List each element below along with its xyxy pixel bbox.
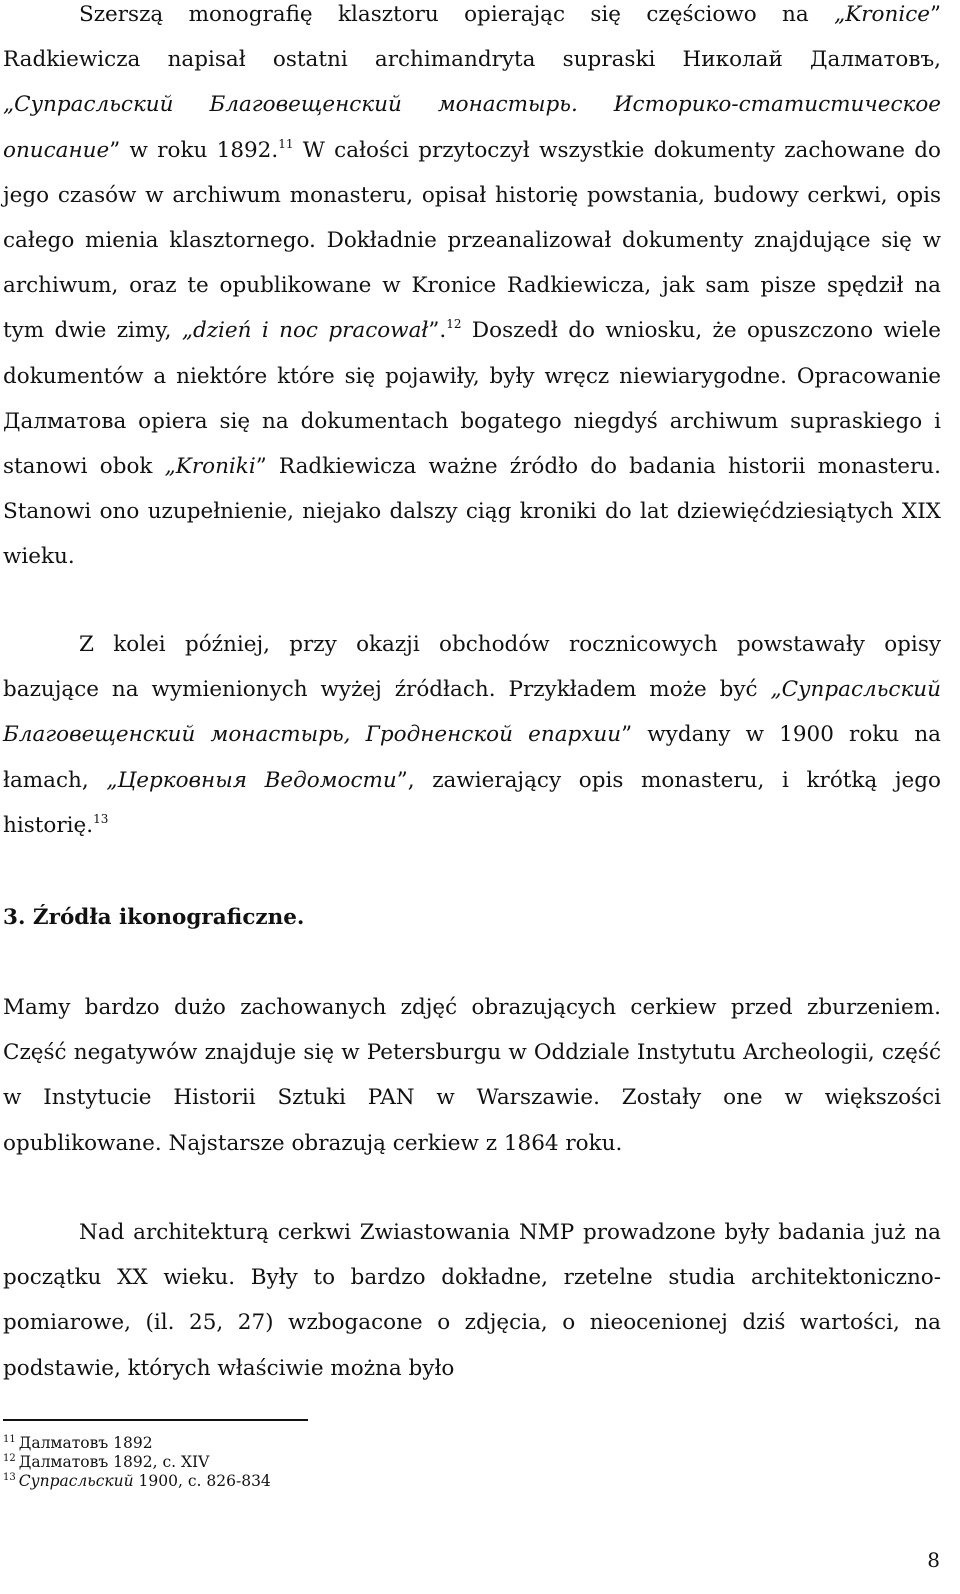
page-number: 8 xyxy=(927,1548,940,1572)
paragraph-anniversary: Z kolei później, przy okazji obchodów rocznicowych powstawały opisy bazujące na wymienionych wyżej źródłach. Przykładem może być „Супрасльский Благовещенский монастырь, Гродненской епархии” wydany w 1900 roku na łamach, „Церковныя Ведомости”, zawierający opis monasteru, i krótką jego historię.$^{13}$ xyxy=(3,632,941,838)
footnote-12 xyxy=(3,1453,271,1472)
footnote-ref: 13 xyxy=(93,811,109,826)
section-heading: 3. Źródła ikonograficzne. xyxy=(3,905,305,930)
text-run: Doszedł do wniosku, że opuszczono wiele dokumentów a niektóre które się pojawiły, były wręcz niewiarygodne. Opracowanie Далматова opiera się na dokumentach bogatego niegdyś archiwum supraskiego i stanowi obok xyxy=(3,318,941,480)
italic-title-kronice: „Kronice xyxy=(834,2,930,27)
footnote-number: 11 xyxy=(3,1434,16,1445)
footnote-ref: 12 xyxy=(446,317,462,332)
footnote-italic-title: Супрасльский xyxy=(18,1472,134,1490)
text-run: , zawierający opis monasteru, i krótką jego historię. xyxy=(3,767,941,838)
footnote-11 xyxy=(3,1434,271,1453)
text-run: . xyxy=(439,318,447,344)
footnote-divider xyxy=(3,1419,308,1421)
footnote-text: Далматовъ 1892, с. XIV xyxy=(18,1453,210,1471)
italic-title-suprasl: „Супрасльский Благовещенский монастырь. Историко-статистическое описание xyxy=(3,92,941,163)
text-run: Radkiewicza napisał ostatni archimandryta supraski Николай Далматовъ, xyxy=(3,47,941,73)
footnotes xyxy=(3,1434,271,1491)
paragraph-monograph: Szerszą monografię klasztoru opierając się częściowo na „Kronice” Radkiewicza napisał ostatni archimandryta supraski Николай Далматовъ, „Супрасльский Благовещенский монастырь. Историко-статистическое описание” w roku 1892.11 W całości przytoczył wszystkie dokumenty zachowane do jego czasów w archiwum monasteru, opisał historię powstania, budowy cerkwi, opis całego mienia klasztornego. Dokładnie przeanalizował dokumenty znajdujące się w archiwum, oraz te opublikowane w Kronice Radkiewicza, jak sam pisze spędził na tym dwie zimy, „dzień i noc pracował”.$^{12}$ Doszedł do wniosku, że opuszczono wiele dokumentów a niektóre które się pojawiły, były wręcz niewiarygodne. Opracowanie Далматова opiera się na dokumentach bogatego niegdyś archiwum supraskiego i stanowi obok „Kroniki” Radkiewicza ważne źródło do badania historii monasteru. Stanowi ono uzupełnienie, niejako dalszy ciąg kroniki do lat dziewięćdziesiątych XIX wieku. xyxy=(3,2,941,570)
paragraph-photos: Mamy bardzo dużo zachowanych zdjęć obrazujących cerkiew przed zburzeniem. Część negatywów znajduje się w Petersburgu w Oddziale Instytutu Archeologii, część w Instytucie Historii Sztuki PAN w Warszawie. Zostały one w większości opublikowane. Najstarsze obrazują cerkiew z 1864 roku. xyxy=(3,995,941,1156)
paragraph-architecture: Nad architekturą cerkwi Zwiastowania NMP prowadzone były badania już na początku XX wieku. Były to bardzo dokładne, rzetelne studia architektoniczno- pomiarowe, (il. 25, 27) wzbogacone o zdjęcia, o nieocenionej dziś wartości, na podstawie, których właściwie można było xyxy=(3,1220,941,1381)
text-run: W całości przytoczył wszystkie dokumenty zachowane do jego czasów w archiwum monasteru, opisał historię powstania, budowy cerkwi, opis całego mienia klasztornego. Dokładnie przeanalizował dokumenty znajdujące się w archiwum, oraz te opublikowane w Kronice Radkiewicza, jak sam pisze spędził na tym dwie zimy, xyxy=(3,137,941,344)
footnote-13 xyxy=(3,1472,271,1491)
footnote-number: 13 xyxy=(3,1472,16,1483)
footnote-text: Далматовъ 1892 xyxy=(18,1434,153,1452)
footnote-ref: 11 xyxy=(278,136,294,151)
footnote-text: 1900, с. 826-834 xyxy=(133,1472,271,1490)
italic-title-kroniki: „Kroniki xyxy=(164,454,256,480)
text-run: Szerszą monografię klasztoru opierając się częściowo na xyxy=(79,2,835,27)
text-run: w roku 1892. xyxy=(120,137,279,163)
text-run: Radkiewicza ważne źródło do badania historii monasteru. Stanowi ono uzupełnienie, niejako dalszy ciąg kroniki do lat dziewięćdziesiątych XIX wieku. xyxy=(3,454,941,570)
italic-title-vedomosti: „Церковныя Ведомости xyxy=(106,767,397,793)
italic-quote: „dzień i noc pracował xyxy=(181,318,429,344)
text-run: Z kolei później, przy okazji obchodów rocznicowych powstawały opisy bazujące na wymienionych wyżej źródłach. Przykładem może być xyxy=(3,632,941,703)
text-run: wydany w 1900 roku na łamach, xyxy=(3,722,941,793)
footnote-number: 12 xyxy=(3,1453,16,1464)
italic-title-suprasl-1900: „Супрасльский Благовещенский монастырь, Гродненской епархии xyxy=(3,677,941,748)
